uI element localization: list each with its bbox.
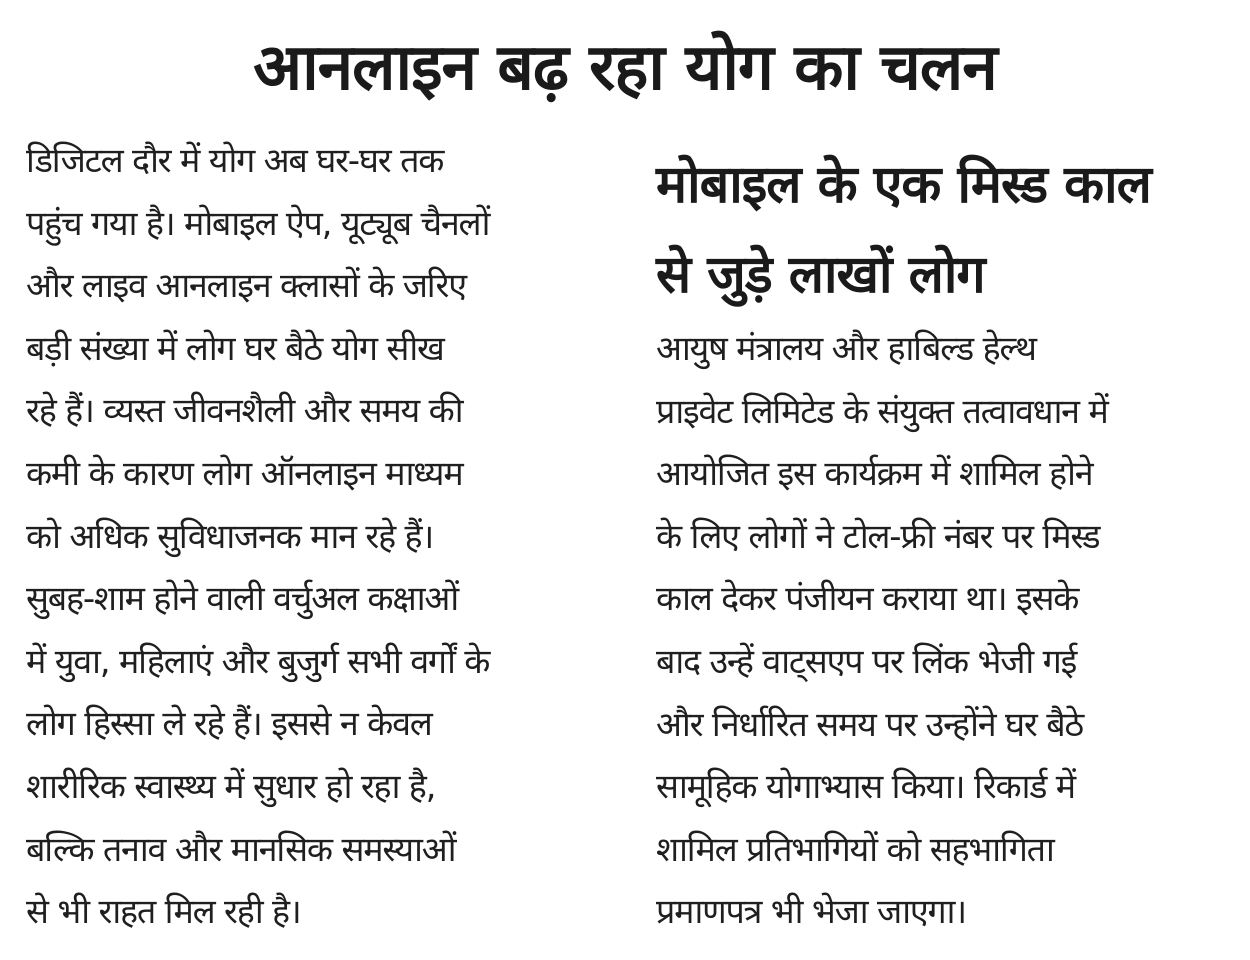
article-line: रहे हैं। व्यस्त जीवनशैली और समय की [26,391,463,432]
article-line: सामूहिक योगाभ्यास किया। रिकार्ड में [656,767,1075,808]
right-article-body [656,318,1228,944]
article-line: आयुष मंत्रालय और हाबिल्ड हेल्थ [656,329,1036,369]
article-line: कमी के कारण लोग ऑनलाइन माध्यम [26,453,463,494]
article-line: को अधिक सुविधाजनक मान रहे हैं। [26,516,434,557]
left-article-column [26,130,594,944]
left-article-body [26,130,594,944]
article-line: से भी राहत मिल रही है। [26,892,301,933]
article-line: लोग हिस्सा ले रहे हैं। इससे न केवल [26,704,432,745]
article-line: शामिल प्रतिभागियों को सहभागिता [656,829,1054,870]
article-line: के लिए लोगों ने टोल-फ्री नंबर पर मिस्ड [656,516,1100,557]
article-line: शारीरिक स्वास्थ्य में सुधार हो रहा है, [26,766,436,807]
sub-headline [656,140,1228,320]
article-line: काल देकर पंजीयन कराया था। इसके [656,579,1079,620]
article-line: बड़ी संख्या में लोग घर बैठे योग सीख [26,328,444,369]
main-headline: आनलाइन बढ़ रहा योग का चलन [253,31,997,105]
article-line: प्राइवेट लिमिटेड के संयुक्त तत्वावधान में [656,391,1108,432]
article-line: सुबह-शाम होने वाली वर्चुअल कक्षाओं [26,579,458,620]
article-line: आयोजित इस कार्यक्रम में शामिल होने [656,454,1093,495]
article-line: बल्कि तनाव और मानसिक समस्याओं [26,829,456,870]
article-line: में युवा, महिलाएं और बुजुर्ग सभी वर्गों के [26,641,490,682]
sub-headline-line: से जुड़े लाखों लोग [656,245,985,305]
right-article-column [656,140,1228,944]
article-line: डिजिटल दौर में योग अब घर-घर तक [26,141,444,181]
article-line: प्रमाणपत्र भी भेजा जाएगा। [656,892,966,933]
article-line: बाद उन्हें वाट्सएप पर लिंक भेजी गई [656,641,1077,682]
sub-headline-line: मोबाइल के एक मिस्ड काल [656,155,1151,215]
article-line: और निर्धारित समय पर उन्होंने घर बैठे [656,704,1083,745]
article-line: पहुंच गया है। मोबाइल ऐप, यूट्यूब चैनलों [26,203,490,244]
article-line: और लाइव आनलाइन क्लासों के जरिए [26,266,466,307]
